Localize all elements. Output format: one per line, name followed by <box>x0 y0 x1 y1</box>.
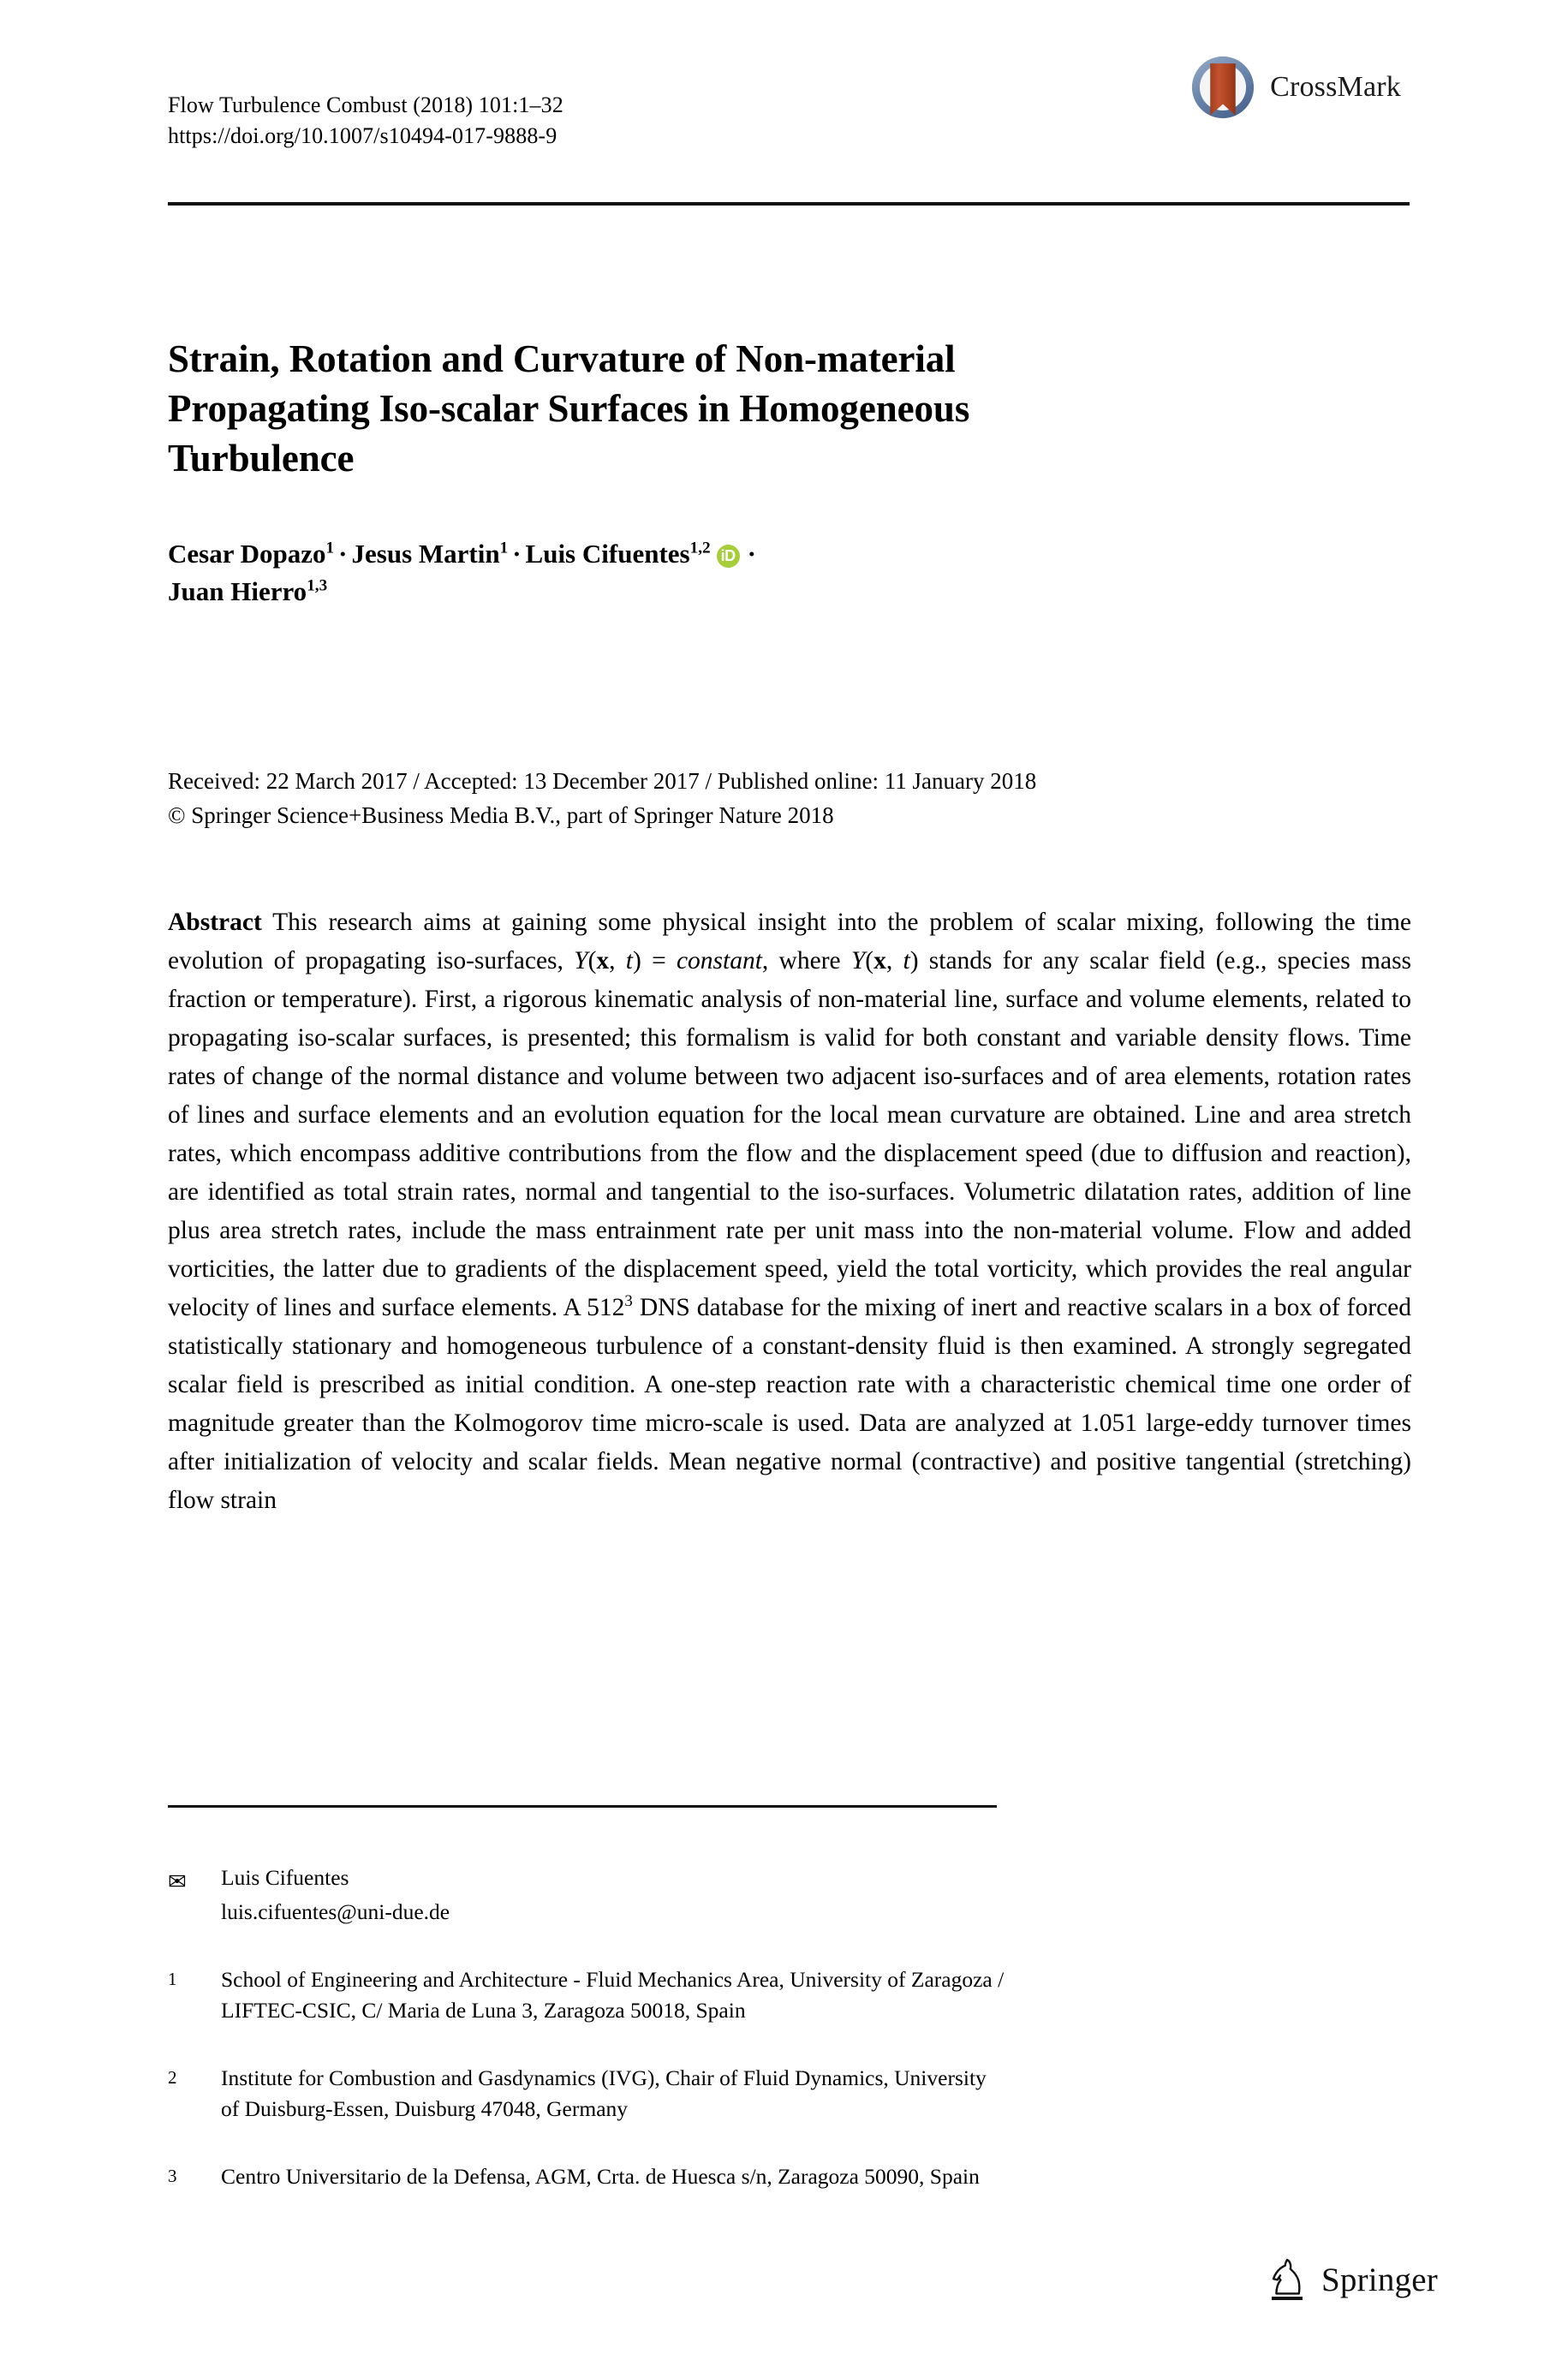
affiliation-3-marker: 3 <box>168 2165 177 2186</box>
math-paren-open: ( <box>587 946 597 974</box>
math-equals: = <box>652 946 666 974</box>
author-2-name: Jesus Martin <box>351 539 500 569</box>
author-1 <box>168 539 334 569</box>
page-title <box>168 334 1178 483</box>
math-Y-1: Y <box>574 946 588 974</box>
springer-wordmark: Springer <box>1321 2261 1438 2298</box>
publication-info <box>168 765 1367 832</box>
affiliation-1 <box>168 1964 1392 2027</box>
math-t-1: t <box>625 946 633 974</box>
orcid-id-icon[interactable]: iD <box>717 545 740 568</box>
corresponding-author-name: Luis Cifuentes <box>221 1865 349 1890</box>
title-line-2: Propagating Iso-scalar Surfaces in Homogeneous <box>168 387 970 431</box>
corresponding-author-block <box>168 1862 1392 1928</box>
corresponding-author-email[interactable]: luis.cifuentes@uni-due.de <box>221 1899 450 1925</box>
affiliation-1-line-2: LIFTEC-CSIC, C/ Maria de Luna 3, Zaragoza 50018, Spain <box>221 1998 746 2023</box>
affiliation-1-line-1: School of Engineering and Architecture - Fluid Mechanics Area, University of Zaragoza / <box>221 1966 1005 1992</box>
header-divider <box>168 202 1410 206</box>
affiliation-1-text <box>221 1964 1392 2027</box>
math-comma: , <box>609 946 616 974</box>
affiliation-2 <box>168 2063 1392 2125</box>
title-line-3: Turbulence <box>168 437 355 480</box>
affiliation-1-marker: 1 <box>168 1968 177 1989</box>
journal-reference <box>168 90 563 151</box>
springer-logo <box>1267 2256 1438 2304</box>
math-Y-2: Y <box>850 946 866 974</box>
footnote-divider <box>168 1805 997 1808</box>
math-paren-close-2: ) <box>909 946 919 974</box>
affiliation-3 <box>168 2161 1392 2192</box>
crossmark-badge[interactable] <box>1188 52 1401 122</box>
author-4 <box>168 576 327 606</box>
author-4-name: Juan Hierro <box>168 576 307 607</box>
corresponding-author-details <box>221 1862 1392 1928</box>
math-paren-open-2: ( <box>865 946 874 974</box>
author-4-affiliation-marker: 1,3 <box>307 576 328 595</box>
author-3-name: Luis Cifuentes <box>525 539 690 569</box>
masthead <box>168 71 1410 151</box>
abstract-text-4: DNS database for the mixing of inert and reactive scalars in a box of forced statistically stationary and homogeneous turbulence of a constant-density fluid is then examined. A strongly segregated scalar field is prescribed as initial condition. A one-step reaction rate with a characteristic chemical time one order of magnitude greater than the Kolmogorov time micro-scale is used. Data are analyzed at 1.051 large-eddy turnover times after initialization of velocity and scalar fields. Mean negative normal (contractive) and positive tangential (stretching) flow strain <box>168 1293 1412 1514</box>
author-3-affiliation-marker: 1,2 <box>689 539 711 557</box>
author-2-affiliation-marker: 1 <box>499 539 509 557</box>
springer-knight-icon <box>1267 2256 1311 2304</box>
math-constant: constant <box>676 946 762 974</box>
affiliation-2-marker: 2 <box>168 2066 177 2088</box>
author-1-name: Cesar Dopazo <box>168 539 326 569</box>
publication-dates: Received: 22 March 2017 / Accepted: 13 December 2017 / Published online: 11 January 2018 <box>168 768 1037 794</box>
journal-citation: Flow Turbulence Combust (2018) 101:1–32 <box>168 92 563 117</box>
math-x-vector-1: x <box>596 946 610 974</box>
abstract-section <box>168 903 1411 1520</box>
affiliation-3-line-1: Centro Universitario de la Defensa, AGM, Crta. de Huesca s/n, Zaragoza 50090, Spain <box>221 2163 980 2189</box>
author-2 <box>352 539 509 569</box>
author-1-affiliation-marker: 1 <box>325 539 335 557</box>
affiliation-3-text <box>221 2161 1392 2192</box>
crossmark-label: CrossMark <box>1270 71 1401 103</box>
abstract-text-1: This research aims at gaining some physical insight into the problem of scalar mixing, following the time evolution of propagating iso-surfaces, <box>168 909 1411 974</box>
abstract-text-2: , where <box>761 946 841 974</box>
math-paren-close: ) <box>632 946 641 974</box>
math-comma-2: , <box>885 946 893 974</box>
affiliation-2-text <box>221 2063 1392 2125</box>
affiliation-2-line-2: of Duisburg-Essen, Duisburg 47048, Germany <box>221 2096 629 2122</box>
crossmark-icon <box>1188 52 1258 122</box>
copyright-line: © Springer Science+Business Media B.V., part of Springer Nature 2018 <box>168 802 834 828</box>
math-x-vector-2: x <box>873 946 886 974</box>
abstract-heading: Abstract <box>168 909 262 936</box>
author-list <box>168 535 1238 611</box>
author-3 <box>526 539 711 569</box>
abstract-text-3: stands for any scalar field (e.g., species mass fraction or temperature). First, a rigorous kinematic analysis of non-material line, surface and volume elements, related to propagating iso-scalar surfaces, is presented; this formalism is valid for both constant and variable density flows. Time rates of change of the normal distance and volume between two adjacent iso-surfaces and of area elements, rotation rates of lines and surface elements and an evolution equation for the local mean curvature are obtained. Line and area stretch rates, which encompass additive contributions from the flow and the displacement speed (due to diffusion and reaction), are identified as total strain rates, normal and tangential to the iso-surfaces. Volumetric dilatation rates, addition of line plus area stretch rates, include the mass entrainment rate per unit mass into the non-material volume. Flow and added vorticities, the latter due to gradients of the displacement speed, yield the total vorticity, which provides the real angular velocity of lines and surface elements. A 512 <box>168 946 1412 1321</box>
affiliation-2-line-1: Institute for Combustion and Gasdynamics (IVG), Chair of Fluid Dynamics, University <box>221 2065 987 2090</box>
envelope-icon: ✉ <box>168 1869 187 1894</box>
author-separator: · <box>338 539 348 569</box>
doi-link[interactable]: https://doi.org/10.1007/s10494-017-9888-9 <box>168 122 557 148</box>
math-exponent-3: 3 <box>624 1292 633 1311</box>
author-separator: · <box>747 539 756 569</box>
math-t-2: t <box>903 946 910 974</box>
title-line-1: Strain, Rotation and Curvature of Non-material <box>168 337 956 381</box>
footnotes-section <box>168 1862 1392 2228</box>
author-separator: · <box>512 539 522 569</box>
